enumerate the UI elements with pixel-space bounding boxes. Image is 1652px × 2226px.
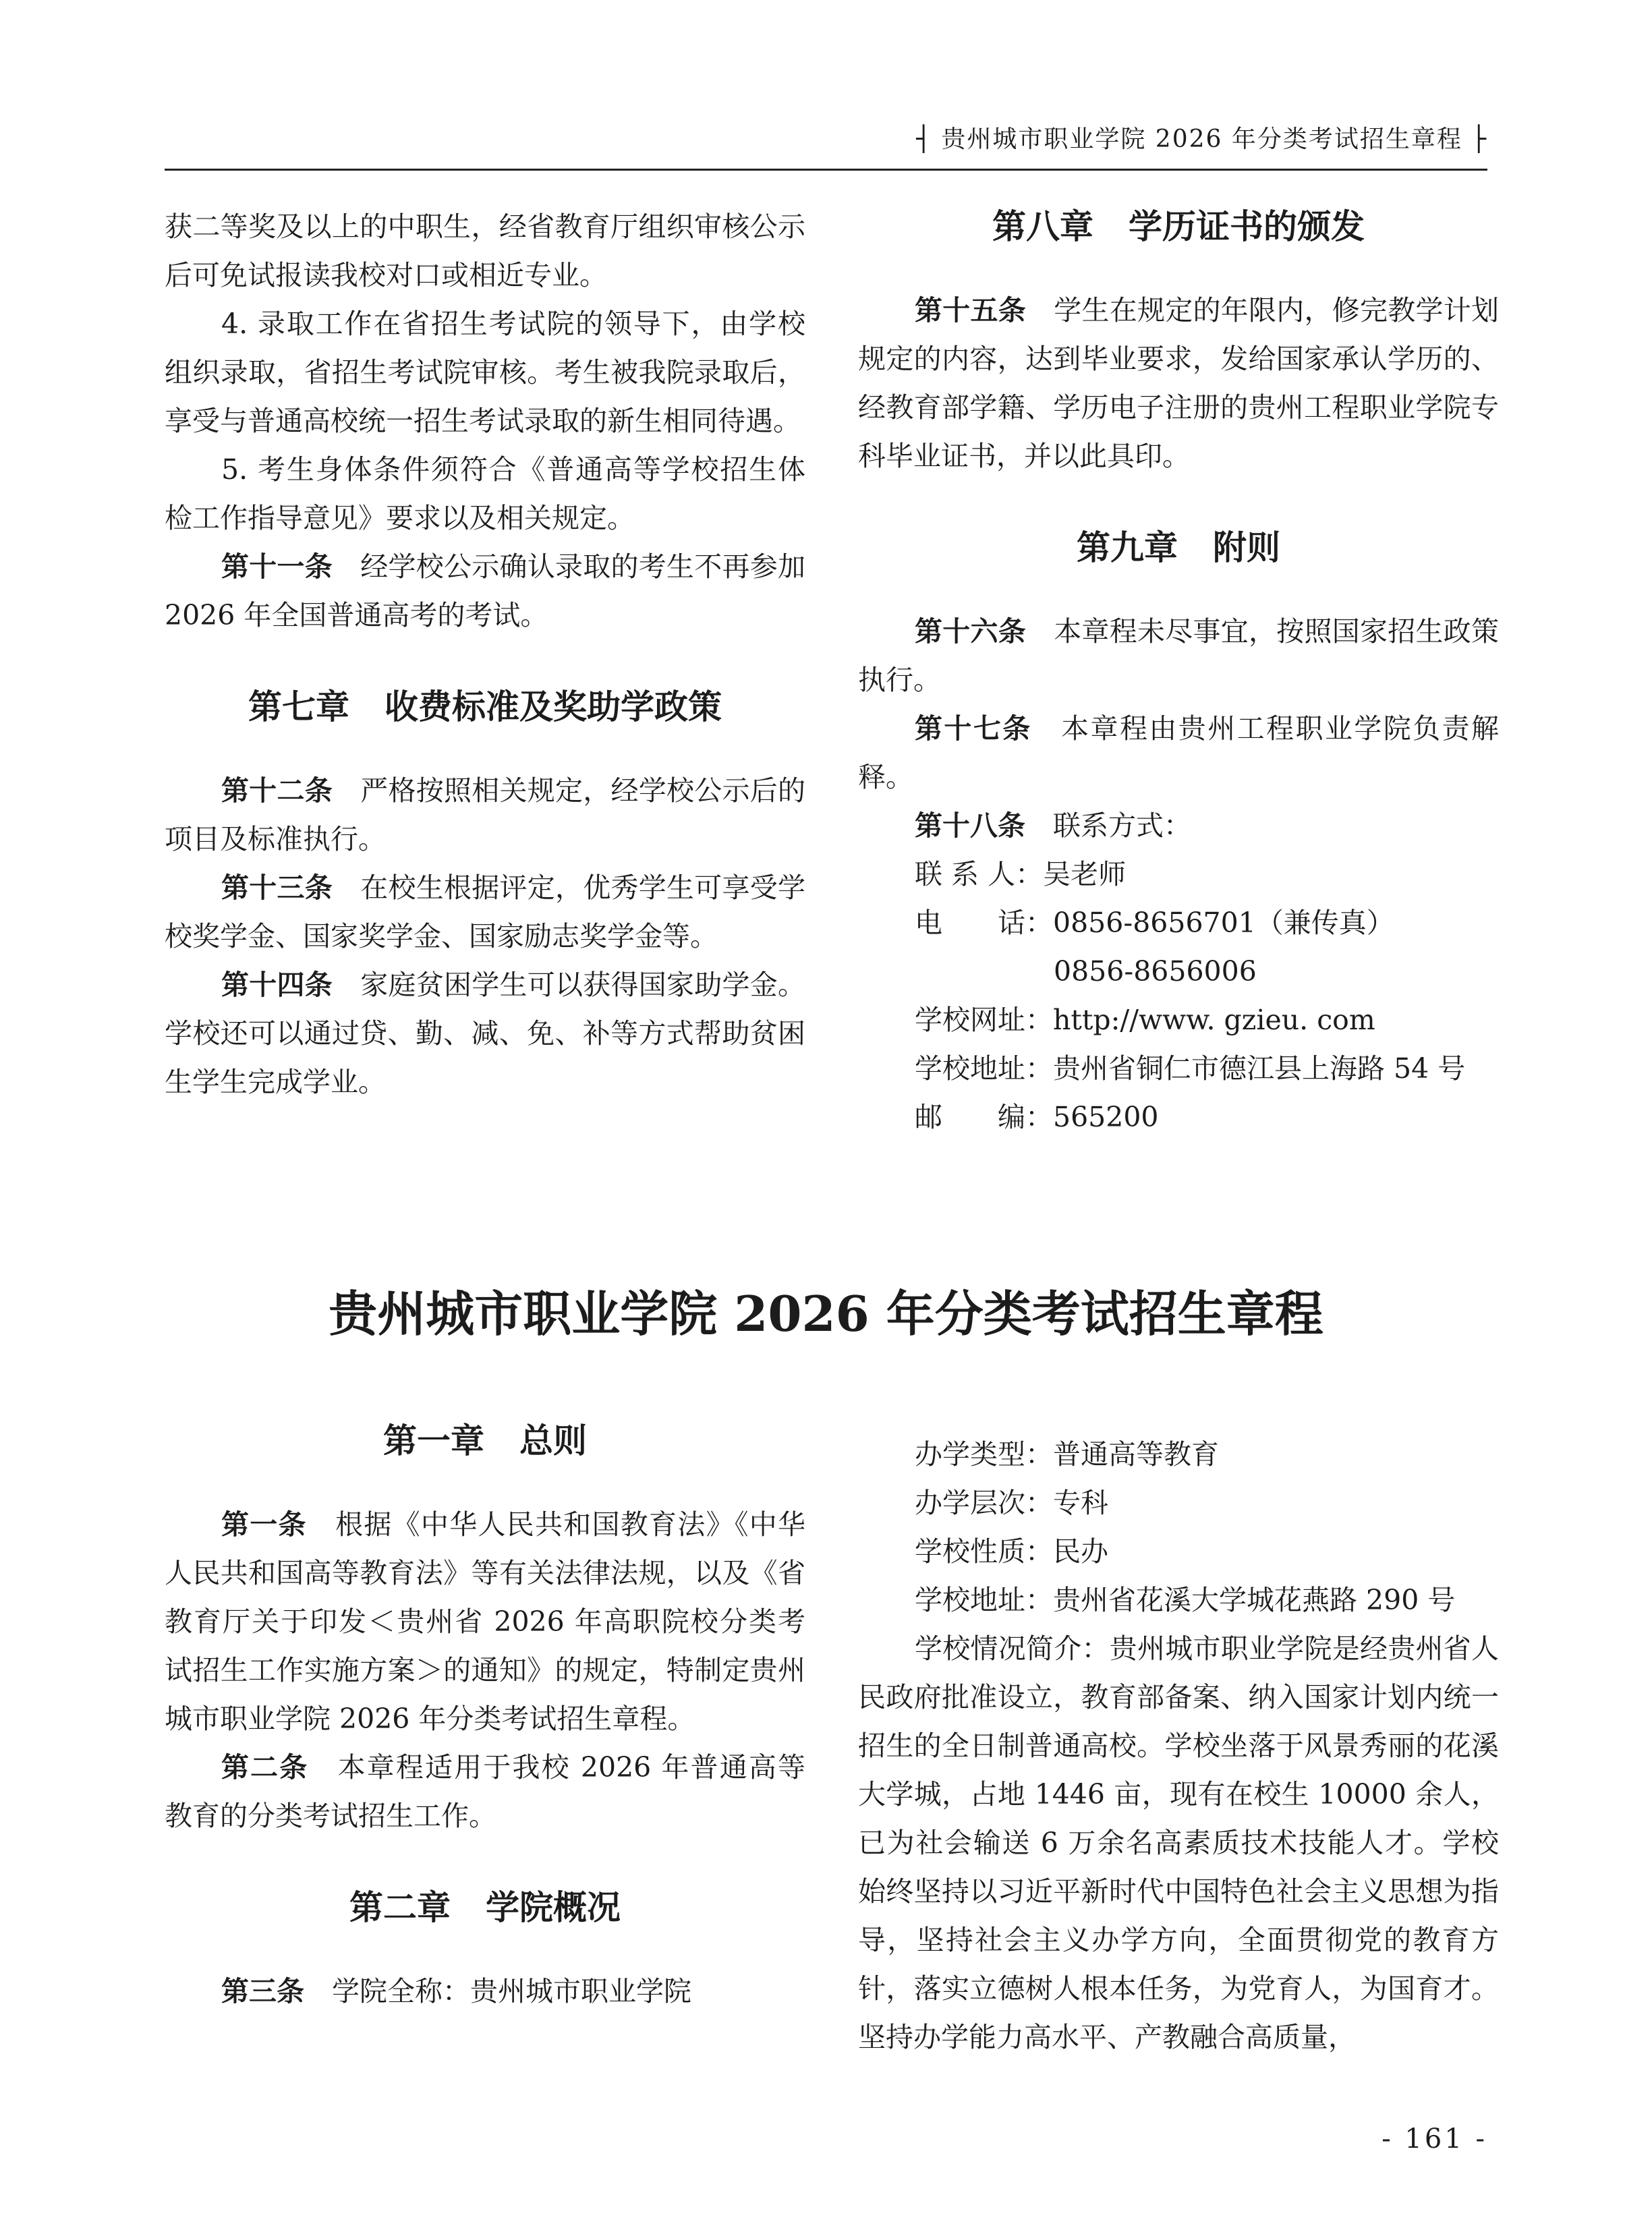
chapter-9-heading: [858, 523, 1499, 572]
article-11: [165, 542, 805, 639]
chapter-number: 第九章: [1077, 528, 1178, 567]
chapter-number: 第七章: [248, 687, 349, 726]
article-2: [165, 1743, 805, 1840]
article-label: 第十一条: [221, 550, 333, 583]
article-text: 联系方式：: [1053, 809, 1191, 842]
contact-person: 联 系 人：吴老师: [915, 858, 1127, 890]
school-introduction: 学校情况简介：贵州城市职业学院是经贵州省人民政府批准设立，教育部备案、纳入国家计划内统一招生的全日制普通高校。学校坐落于风景秀丽的花溪大学城，占地 1446 亩，现有在校生 10000 余人，已为社会输送 6 万余名高素质技术技能人才。学校始终坚持以习近平新时代中国特色社会主义思想为指导，坚持社会主义办学方向，全面贯彻党的教育方针，落实立德树人根本任务，为党育人，为国育才。坚持办学能力高水平、产教融合高质量，: [858, 1632, 1499, 2053]
contact-website: 学校网址：http://www. gzieu. com: [915, 1004, 1375, 1036]
article-label: 第十七条: [915, 712, 1032, 745]
contact-phone: 电 话：0856-8656701（兼传真）: [915, 907, 1394, 939]
item-4: 4. 录取工作在省招生考试院的领导下，由学校组织录取，省招生考试院审核。考生被我院录取后，享受与普通高校统一招生考试录取的新生相同待遇。: [165, 308, 805, 437]
article-text: 本章程由贵州工程职业学院负责解释。: [858, 712, 1500, 793]
article-label: 第十四条: [221, 969, 333, 1001]
article-label: 第十三条: [221, 872, 333, 904]
chapter-number: 第一章: [383, 1421, 484, 1460]
upper-left-column: [165, 202, 805, 1106]
article-17: [858, 704, 1499, 801]
header-rule: [165, 169, 1487, 171]
article-text: 在校生根据评定，优秀学生可享受学校奖学金、国家奖学金、国家励志奖学金等。: [165, 872, 805, 952]
article-label: 第一条: [221, 1508, 307, 1541]
chapter-8-heading: [858, 202, 1499, 251]
school-nature: 学校性质：民办: [915, 1535, 1108, 1568]
school-address: 学校地址：贵州省花溪大学城花燕路 290 号: [915, 1584, 1456, 1616]
chapter-title: 总则: [519, 1421, 587, 1460]
article-13: [165, 863, 805, 961]
article-text: 学院全称：贵州城市职业学院: [332, 1975, 691, 2007]
chapter-number: 第二章: [349, 1888, 451, 1927]
document-title: 贵州城市职业学院 2026 年分类考试招生章程: [329, 1285, 1323, 1342]
chapter-7-heading: [165, 683, 805, 731]
article-text: 经学校公示确认录取的考生不再参加 2026 年全国普通高考的考试。: [165, 550, 805, 631]
chapter-1-heading: [165, 1417, 805, 1465]
page-number: - 161 -: [1382, 2123, 1487, 2154]
chapter-number: 第八章: [992, 207, 1093, 246]
article-3: [165, 1967, 805, 2016]
article-label: 第十五条: [915, 294, 1026, 326]
contact-phone-2: 0856-8656006: [1054, 955, 1257, 988]
chapter-2-heading: [165, 1883, 805, 1932]
article-text: 本章程未尽事宜，按照国家招生政策执行。: [858, 615, 1499, 696]
article-label: 第十六条: [915, 615, 1026, 648]
article-text: 学生在规定的年限内，修完教学计划规定的内容，达到毕业要求，发给国家承认学历的、经教育部学籍、学历电子注册的贵州工程职业学院专科毕业证书，并以此具印。: [858, 294, 1499, 472]
article-15: [858, 286, 1499, 480]
article-label: 第十二条: [221, 774, 333, 807]
article-text: 根据《中华人民共和国教育法》《中华人民共和国高等教育法》等有关法律法规，以及《省教育厅关于印发＜贵州省 2026 年高职院校分类考试招生工作实施方案＞的通知》的规定，特制定贵州城市职业学院 2026 年分类考试招生章程。: [165, 1508, 806, 1735]
upper-right-column: [858, 202, 1499, 1141]
chapter-title: 收费标准及奖助学政策: [384, 687, 722, 726]
article-16: [858, 607, 1499, 704]
school-level: 办学层次：专科: [915, 1487, 1108, 1519]
article-label: 第三条: [221, 1975, 304, 2007]
chapter-title: 附则: [1213, 528, 1280, 567]
article-12: [165, 766, 805, 863]
article-14: [165, 961, 805, 1106]
article-18: [858, 801, 1499, 850]
lower-left-column: [165, 1417, 805, 2016]
item-5: 5. 考生身体条件须符合《普通高等学校招生体检工作指导意见》要求以及相关规定。: [165, 453, 805, 534]
continued-paragraph: 获二等奖及以上的中职生，经省教育厅组织审核公示后可免试报读我校对口或相近专业。: [165, 210, 805, 291]
chapter-title: 学院概况: [486, 1888, 621, 1927]
article-label: 第十八条: [915, 809, 1025, 842]
lower-right-column: [858, 1430, 1499, 2061]
contact-postcode: 邮 编：565200: [915, 1101, 1159, 1133]
article-label: 第二条: [221, 1751, 309, 1783]
article-text: 家庭贫困学生可以获得国家助学金。学校还可以通过贷、勤、减、免、补等方式帮助贫困生学生完成学业。: [165, 969, 805, 1098]
article-text: 本章程适用于我校 2026 年普通高等教育的分类考试招生工作。: [165, 1751, 806, 1832]
school-type: 办学类型：普通高等教育: [915, 1438, 1219, 1471]
article-text: 严格按照相关规定，经学校公示后的项目及标准执行。: [165, 774, 805, 855]
chapter-title: 学历证书的颁发: [1129, 207, 1365, 246]
running-header: ┤ 贵州城市职业学院 2026 年分类考试招生章程 ├: [916, 125, 1487, 153]
article-1: [165, 1500, 805, 1743]
contact-address: 学校地址：贵州省铜仁市德江县上海路 54 号: [915, 1052, 1466, 1085]
